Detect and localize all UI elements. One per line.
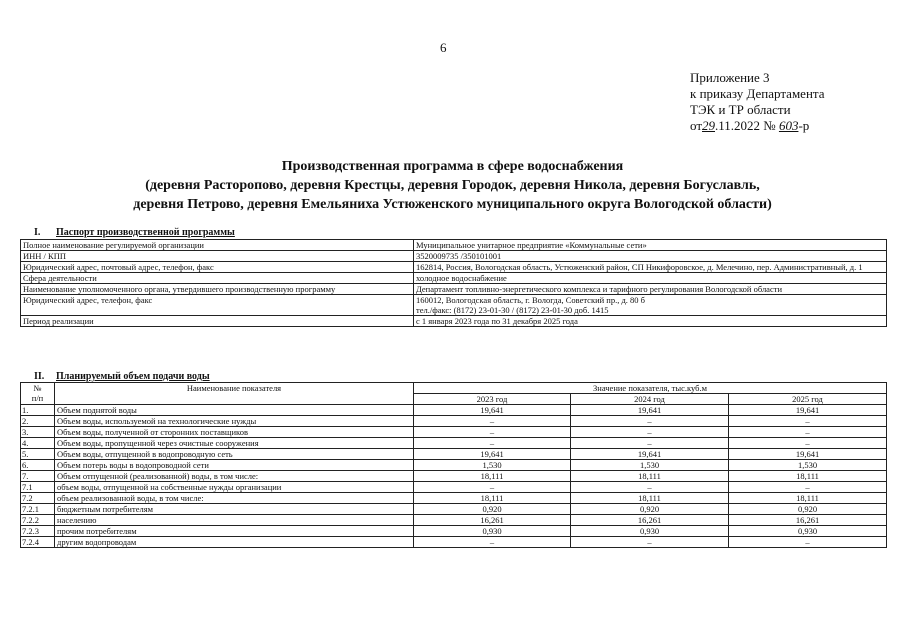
row-value-2025: –: [729, 537, 887, 548]
row-value-2024: –: [571, 438, 729, 449]
table-row: [21, 438, 887, 449]
header-number: № п/п: [21, 383, 55, 405]
row-value-2025: –: [729, 482, 887, 493]
passport-key: ИНН / КПП: [21, 251, 414, 262]
row-value-2025: 18,111: [729, 493, 887, 504]
order-suffix: -р: [798, 118, 810, 133]
row-indicator-name: Объем потерь воды в водопроводной сети: [55, 460, 414, 471]
row-indicator-name: населению: [55, 515, 414, 526]
row-indicator-name: Объем поднятой воды: [55, 405, 414, 416]
passport-row: [21, 240, 887, 251]
passport-value: 160012, Вологодская область, г. Вологда, Советский пр., д. 80 б тел./факс: (8172) 23-01-30 / (8172) 23-01-30 доб. 1415: [414, 295, 887, 316]
row-value-2024: 19,641: [571, 449, 729, 460]
appendix-line-3: ТЭК и ТР области: [690, 102, 791, 117]
row-value-2025: 0,930: [729, 526, 887, 537]
passport-row: [21, 251, 887, 262]
row-value-2024: 1,530: [571, 460, 729, 471]
table-row: [21, 482, 887, 493]
appendix-date-line: [690, 118, 825, 134]
row-value-2024: 18,111: [571, 471, 729, 482]
table-row: [21, 526, 887, 537]
section-2-number: II.: [34, 371, 45, 382]
row-value-2024: –: [571, 537, 729, 548]
row-value-2025: 1,530: [729, 460, 887, 471]
row-value-2023: –: [414, 482, 571, 493]
page-number: 6: [440, 40, 447, 55]
appendix-line-2: к приказу Департамента: [690, 86, 825, 101]
passport-row: [21, 284, 887, 295]
table-row: [21, 416, 887, 427]
passport-value: Муниципальное унитарное предприятие «Коммунальные сети»: [414, 240, 887, 251]
row-number: 3.: [21, 427, 55, 438]
row-value-2024: 19,641: [571, 405, 729, 416]
document-title: [40, 157, 865, 214]
passport-row: [21, 295, 887, 316]
section-2-heading: [20, 371, 210, 382]
title-line-1: Производственная программа в сфере водоснабжения: [281, 159, 624, 174]
row-value-2023: 19,641: [414, 449, 571, 460]
passport-value: Департамент топливно-энергетического комплекса и тарифного регулирования Вологодской области: [414, 284, 887, 295]
row-value-2024: 18,111: [571, 493, 729, 504]
passport-row: [21, 316, 887, 327]
passport-value: с 1 января 2023 года по 31 декабря 2025 года: [414, 316, 887, 327]
table-row: [21, 493, 887, 504]
row-value-2023: 16,261: [414, 515, 571, 526]
row-value-2025: 19,641: [729, 405, 887, 416]
header-value: Значение показателя, тыс.куб.м: [414, 383, 887, 394]
row-number: 7.2.3: [21, 526, 55, 537]
row-value-2023: 1,530: [414, 460, 571, 471]
table-row: [21, 427, 887, 438]
passport-key: Полное наименование регулируемой организации: [21, 240, 414, 251]
passport-key: Юридический адрес, телефон, факс: [21, 295, 414, 316]
row-value-2025: –: [729, 438, 887, 449]
row-number: 7.2.2: [21, 515, 55, 526]
passport-row: [21, 262, 887, 273]
row-number: 6.: [21, 460, 55, 471]
row-indicator-name: Объем воды, отпущенной в водопроводную сеть: [55, 449, 414, 460]
row-value-2023: –: [414, 416, 571, 427]
row-indicator-name: Объем воды, пропущенной через очистные сооружения: [55, 438, 414, 449]
row-value-2024: –: [571, 482, 729, 493]
section-2-label: Планируемый объем подачи воды: [56, 371, 210, 382]
passport-key: Наименование уполномоченного органа, утвердившего производственную программу: [21, 284, 414, 295]
row-indicator-name: прочим потребителям: [55, 526, 414, 537]
row-indicator-name: другим водопроводам: [55, 537, 414, 548]
row-indicator-name: объем реализованной воды, в том числе:: [55, 493, 414, 504]
row-number: 5.: [21, 449, 55, 460]
row-value-2023: 19,641: [414, 405, 571, 416]
section-1-label: Паспорт производственной программы: [56, 227, 235, 238]
appendix-line-1: Приложение 3: [690, 70, 770, 85]
table-row: [21, 504, 887, 515]
row-indicator-name: бюджетным потребителям: [55, 504, 414, 515]
row-value-2023: –: [414, 438, 571, 449]
row-value-2024: 16,261: [571, 515, 729, 526]
row-value-2025: 0,920: [729, 504, 887, 515]
row-number: 1.: [21, 405, 55, 416]
passport-value: 3520009735 /350101001: [414, 251, 887, 262]
row-value-2025: 16,261: [729, 515, 887, 526]
row-value-2025: 18,111: [729, 471, 887, 482]
passport-row: [21, 273, 887, 284]
header-year-2023: 2023 год: [414, 394, 571, 405]
header-year-2025: 2025 год: [729, 394, 887, 405]
row-indicator-name: объем воды, отпущенной на собственные нужды организации: [55, 482, 414, 493]
row-number: 7.2: [21, 493, 55, 504]
row-indicator-name: Объем отпущенной (реализованной) воды, в том числе:: [55, 471, 414, 482]
row-value-2023: 18,111: [414, 493, 571, 504]
row-value-2024: –: [571, 416, 729, 427]
row-value-2025: 19,641: [729, 449, 887, 460]
table-row: [21, 460, 887, 471]
row-indicator-name: Объем воды, полученной от сторонних поставщиков: [55, 427, 414, 438]
row-value-2023: –: [414, 537, 571, 548]
table-row: [21, 515, 887, 526]
row-value-2023: –: [414, 427, 571, 438]
row-value-2024: 0,920: [571, 504, 729, 515]
row-value-2024: –: [571, 427, 729, 438]
row-number: 7.2.1: [21, 504, 55, 515]
date-day-handwritten: 29: [702, 118, 716, 133]
section-1-heading: [20, 227, 235, 238]
section-1-number: I.: [34, 227, 41, 238]
date-rest: .11.2022 №: [715, 118, 776, 133]
appendix-note: [690, 70, 825, 134]
row-number: 7.1: [21, 482, 55, 493]
row-value-2025: –: [729, 427, 887, 438]
passport-key: Сфера деятельности: [21, 273, 414, 284]
passport-key: Период реализации: [21, 316, 414, 327]
order-number-handwritten: 603: [778, 118, 799, 133]
row-number: 7.2.4: [21, 537, 55, 548]
row-value-2024: 0,930: [571, 526, 729, 537]
row-number: 4.: [21, 438, 55, 449]
row-value-2025: –: [729, 416, 887, 427]
row-value-2023: 0,920: [414, 504, 571, 515]
row-value-2023: 0,930: [414, 526, 571, 537]
passport-key: Юридический адрес, почтовый адрес, телефон, факс: [21, 262, 414, 273]
title-line-3: деревня Петрово, деревня Емельяниха Устюженского муниципального округа Вологодской области): [133, 197, 772, 212]
header-year-2024: 2024 год: [571, 394, 729, 405]
row-number: 2.: [21, 416, 55, 427]
row-indicator-name: Объем воды, используемой на технологические нужды: [55, 416, 414, 427]
table-row: [21, 449, 887, 460]
row-number: 7.: [21, 471, 55, 482]
table-row: [21, 405, 887, 416]
table-row: [21, 471, 887, 482]
table-row: [21, 537, 887, 548]
passport-table: [20, 239, 887, 327]
row-value-2023: 18,111: [414, 471, 571, 482]
title-line-2: (деревня Расторопово, деревня Крестцы, деревня Городок, деревня Никола, деревня Богуславль,: [145, 178, 760, 193]
passport-value: холодное водоснабжение: [414, 273, 887, 284]
date-prefix: от: [690, 118, 703, 133]
header-indicator-name: Наименование показателя: [55, 383, 414, 405]
water-volume-table: [20, 382, 887, 548]
passport-value: 162814, Россия, Вологодская область, Устюженский район, СП Никифоровское, д. Мелечино, пер. Административный, д. 1: [414, 262, 887, 273]
